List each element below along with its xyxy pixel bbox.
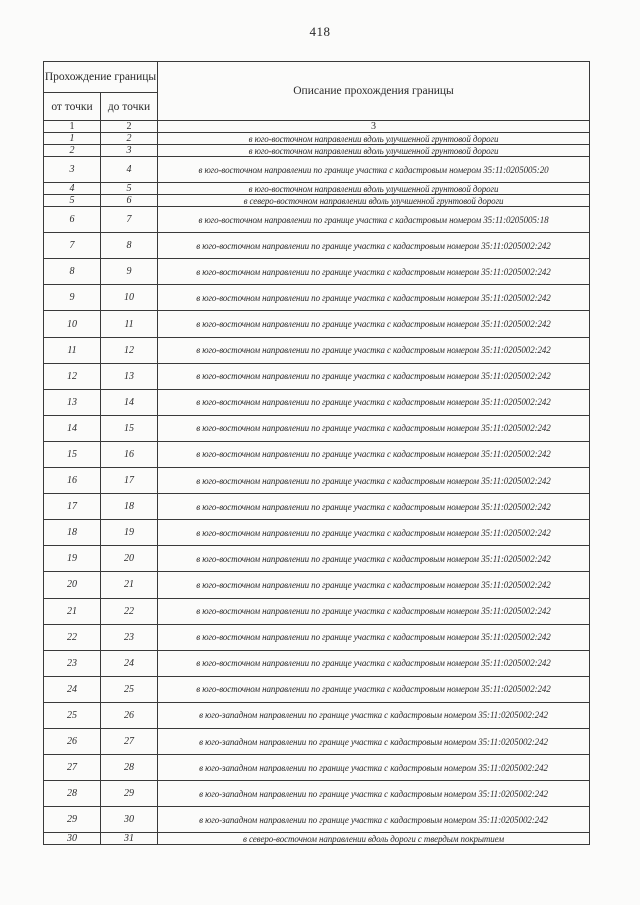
table-row (44, 650, 590, 676)
description-cell: в юго-восточном направлении по границе участка с кадастровым номером 35:11:0205002:242 (158, 676, 590, 702)
table-row (44, 389, 590, 415)
from-point-cell: 28 (44, 781, 101, 807)
description-cell: в юго-восточном направлении по границе участка с кадастровым номером 35:11:0205005:20 (158, 157, 590, 183)
from-point-cell: 14 (44, 415, 101, 441)
to-point-cell: 2 (101, 133, 158, 145)
from-point-cell: 19 (44, 546, 101, 572)
to-point-cell: 24 (101, 650, 158, 676)
from-point-cell: 6 (44, 207, 101, 233)
from-point-cell: 8 (44, 259, 101, 285)
from-point-cell: 11 (44, 337, 101, 363)
description-cell: в юго-восточном направлении по границе участка с кадастровым номером 35:11:0205002:242 (158, 363, 590, 389)
description-cell: в юго-восточном направлении по границе участка с кадастровым номером 35:11:0205002:242 (158, 259, 590, 285)
to-point-header: до точки (101, 93, 158, 121)
from-point-cell: 30 (44, 833, 101, 845)
to-point-cell: 13 (101, 363, 158, 389)
description-cell: в юго-восточном направлении по границе участка с кадастровым номером 35:11:0205002:242 (158, 441, 590, 467)
table-row (44, 520, 590, 546)
table-row (44, 546, 590, 572)
description-cell: в юго-восточном направлении по границе участка с кадастровым номером 35:11:0205002:242 (158, 494, 590, 520)
to-point-cell: 22 (101, 598, 158, 624)
to-point-cell: 19 (101, 520, 158, 546)
to-point-cell: 21 (101, 572, 158, 598)
from-point-cell: 2 (44, 145, 101, 157)
to-point-cell: 12 (101, 337, 158, 363)
to-point-cell: 31 (101, 833, 158, 845)
description-cell: в юго-западном направлении по границе участка с кадастровым номером 35:11:0205002:242 (158, 702, 590, 728)
to-point-cell: 17 (101, 468, 158, 494)
to-point-cell: 29 (101, 781, 158, 807)
description-cell: в юго-восточном направлении по границе участка с кадастровым номером 35:11:0205002:242 (158, 311, 590, 337)
description-cell: в юго-восточном направлении вдоль улучшенной грунтовой дороги (158, 133, 590, 145)
table-row (44, 233, 590, 259)
column-number: 3 (158, 121, 590, 133)
boundary-passage-header: Прохождение границы (44, 62, 158, 93)
description-cell: в юго-восточном направлении по границе участка с кадастровым номером 35:11:0205002:242 (158, 572, 590, 598)
to-point-cell: 4 (101, 157, 158, 183)
from-point-cell: 9 (44, 285, 101, 311)
table-row (44, 259, 590, 285)
description-cell: в юго-восточном направлении по границе участка с кадастровым номером 35:11:0205002:242 (158, 650, 590, 676)
from-point-cell: 10 (44, 311, 101, 337)
table-row (44, 598, 590, 624)
to-point-cell: 11 (101, 311, 158, 337)
boundary-table (43, 61, 590, 845)
column-number-row (44, 121, 590, 133)
table-row (44, 702, 590, 728)
from-point-cell: 24 (44, 676, 101, 702)
table-row (44, 494, 590, 520)
to-point-cell: 25 (101, 676, 158, 702)
table-row (44, 807, 590, 833)
from-point-cell: 20 (44, 572, 101, 598)
table-row (44, 468, 590, 494)
to-point-cell: 28 (101, 755, 158, 781)
description-cell: в юго-западном направлении по границе участка с кадастровым номером 35:11:0205002:242 (158, 728, 590, 754)
description-cell: в юго-восточном направлении по границе участка с кадастровым номером 35:11:0205002:242 (158, 233, 590, 259)
description-cell: в юго-восточном направлении по границе участка с кадастровым номером 35:11:0205005:18 (158, 207, 590, 233)
description-cell: в юго-восточном направлении вдоль улучшенной грунтовой дороги (158, 145, 590, 157)
from-point-cell: 13 (44, 389, 101, 415)
description-header: Описание прохождения границы (158, 62, 590, 121)
description-cell: в юго-восточном направлении по границе участка с кадастровым номером 35:11:0205002:242 (158, 546, 590, 572)
table-row (44, 145, 590, 157)
table-row (44, 207, 590, 233)
table-row (44, 415, 590, 441)
table-row (44, 195, 590, 207)
from-point-cell: 15 (44, 441, 101, 467)
description-cell: в юго-западном направлении по границе участка с кадастровым номером 35:11:0205002:242 (158, 807, 590, 833)
table-row (44, 311, 590, 337)
description-cell: в юго-восточном направлении по границе участка с кадастровым номером 35:11:0205002:242 (158, 624, 590, 650)
from-point-cell: 16 (44, 468, 101, 494)
to-point-cell: 16 (101, 441, 158, 467)
to-point-cell: 9 (101, 259, 158, 285)
table-row (44, 624, 590, 650)
from-point-cell: 5 (44, 195, 101, 207)
from-point-cell: 17 (44, 494, 101, 520)
to-point-cell: 30 (101, 807, 158, 833)
page-number: 418 (309, 24, 331, 39)
table-row (44, 183, 590, 195)
description-cell: в юго-восточном направлении по границе участка с кадастровым номером 35:11:0205002:242 (158, 468, 590, 494)
from-point-cell: 26 (44, 728, 101, 754)
to-point-cell: 26 (101, 702, 158, 728)
description-cell: в юго-восточном направлении по границе участка с кадастровым номером 35:11:0205002:242 (158, 415, 590, 441)
from-point-cell: 29 (44, 807, 101, 833)
description-cell: в юго-восточном направлении по границе участка с кадастровым номером 35:11:0205002:242 (158, 337, 590, 363)
table-row (44, 441, 590, 467)
description-cell: в юго-восточном направлении по границе участка с кадастровым номером 35:11:0205002:242 (158, 285, 590, 311)
table-row (44, 363, 590, 389)
to-point-cell: 7 (101, 207, 158, 233)
table-row (44, 285, 590, 311)
table-row (44, 728, 590, 754)
table-row (44, 157, 590, 183)
table-row (44, 337, 590, 363)
to-point-cell: 10 (101, 285, 158, 311)
from-point-cell: 18 (44, 520, 101, 546)
to-point-cell: 27 (101, 728, 158, 754)
to-point-cell: 5 (101, 183, 158, 195)
to-point-cell: 18 (101, 494, 158, 520)
from-point-cell: 23 (44, 650, 101, 676)
description-cell: в юго-западном направлении по границе участка с кадастровым номером 35:11:0205002:242 (158, 755, 590, 781)
to-point-cell: 6 (101, 195, 158, 207)
to-point-cell: 15 (101, 415, 158, 441)
column-number: 2 (101, 121, 158, 133)
to-point-cell: 14 (101, 389, 158, 415)
description-cell: в юго-восточном направлении вдоль улучшенной грунтовой дороги (158, 183, 590, 195)
table-row (44, 755, 590, 781)
from-point-cell: 25 (44, 702, 101, 728)
description-cell: в юго-восточном направлении по границе участка с кадастровым номером 35:11:0205002:242 (158, 389, 590, 415)
column-number: 1 (44, 121, 101, 133)
from-point-cell: 3 (44, 157, 101, 183)
to-point-cell: 23 (101, 624, 158, 650)
from-point-cell: 22 (44, 624, 101, 650)
from-point-cell: 7 (44, 233, 101, 259)
to-point-cell: 8 (101, 233, 158, 259)
from-point-cell: 1 (44, 133, 101, 145)
description-cell: в юго-западном направлении по границе участка с кадастровым номером 35:11:0205002:242 (158, 781, 590, 807)
from-point-cell: 4 (44, 183, 101, 195)
from-point-cell: 12 (44, 363, 101, 389)
description-cell: в юго-восточном направлении по границе участка с кадастровым номером 35:11:0205002:242 (158, 598, 590, 624)
to-point-cell: 20 (101, 546, 158, 572)
description-cell: в северо-восточном направлении вдоль дороги с твердым покрытием (158, 833, 590, 845)
table-body (44, 133, 590, 845)
to-point-cell: 3 (101, 145, 158, 157)
table-row (44, 676, 590, 702)
from-point-cell: 27 (44, 755, 101, 781)
description-cell: в юго-восточном направлении по границе участка с кадастровым номером 35:11:0205002:242 (158, 520, 590, 546)
from-point-cell: 21 (44, 598, 101, 624)
table-row (44, 572, 590, 598)
table-row (44, 133, 590, 145)
table-row (44, 833, 590, 845)
from-point-header: от точки (44, 93, 101, 121)
table-row (44, 781, 590, 807)
description-cell: в северо-восточном направлении вдоль улучшенной грунтовой дороги (158, 195, 590, 207)
